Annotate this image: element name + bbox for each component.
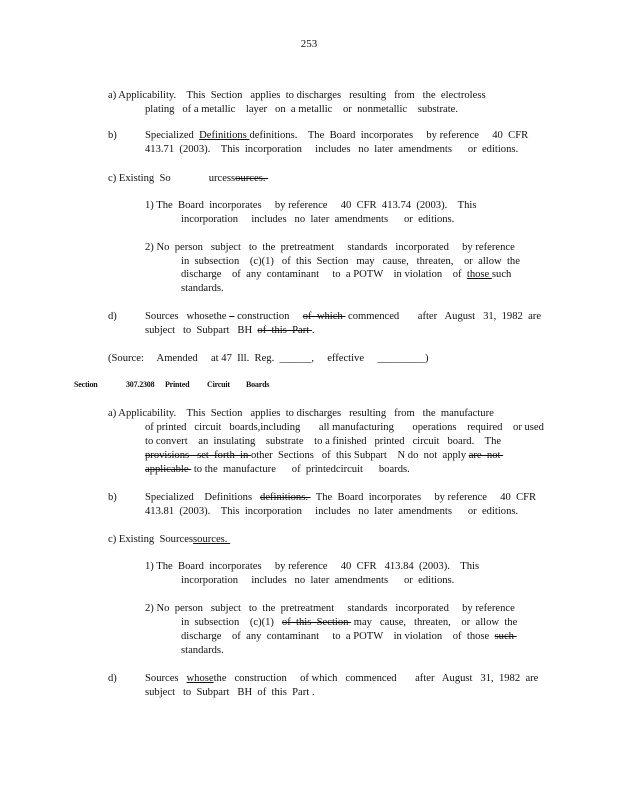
deleted-text: ources. bbox=[235, 173, 269, 184]
c2b-line-1: 2) No person subject to the pretreatment standards incorporated by reference bbox=[145, 603, 515, 614]
text: Sources whose bbox=[145, 311, 214, 322]
text: (Source: Amended at 47 Ill. Reg. bbox=[108, 353, 280, 364]
section-title-word-2: Circuit bbox=[207, 380, 230, 389]
text: other Sections of this Subpart N do not apply bbox=[250, 450, 469, 461]
text: The Board incorporates by reference 40 CFR bbox=[310, 492, 537, 503]
existing-sources-heading bbox=[108, 172, 268, 185]
c2b-line-2 bbox=[181, 616, 517, 629]
text: may cause, threaten, or allow the bbox=[351, 617, 518, 628]
deleted-text: of this Part bbox=[257, 325, 312, 336]
c2b-line-4: standards. bbox=[181, 645, 224, 656]
c1b-line-1: 1) The Board incorporates by reference 40 CFR 413.84 (2003). This bbox=[145, 561, 480, 572]
inserted-text: urcess bbox=[208, 173, 236, 184]
section-number: 307.2308 bbox=[126, 380, 155, 389]
definitions2-line-2: 413.81 (2003). This incorporation includes no later amendments or editions. bbox=[145, 506, 519, 517]
applicability-line-1: a) Applicability. This Section applies to discharges resulting from the electroless bbox=[108, 90, 486, 101]
applicability2-line-5 bbox=[145, 463, 410, 476]
existing-sources2-heading bbox=[108, 533, 230, 546]
item-d-label: d) bbox=[108, 311, 117, 322]
page-number: 253 bbox=[300, 38, 318, 50]
text: Specialized bbox=[145, 130, 200, 141]
text: c) Existing So bbox=[108, 173, 171, 184]
text: discharge of any contaminant to a POTW in violation of those bbox=[181, 631, 495, 642]
item-b2-label: b) bbox=[108, 492, 117, 503]
c2b-line-3 bbox=[181, 630, 517, 643]
deleted-text: of this Section bbox=[281, 617, 352, 628]
definitions-line-1 bbox=[145, 129, 528, 142]
d2-line-2: subject to Subpart BH of this Part . bbox=[145, 687, 315, 698]
applicability2-line-1: a) Applicability. This Section applies to discharges resulting from the manufacture bbox=[108, 408, 494, 419]
text: definitions. The Board incorporates by reference 40 CFR bbox=[249, 130, 529, 141]
text: . bbox=[311, 325, 315, 336]
item-d2-label: d) bbox=[108, 673, 117, 684]
c2-line-4: standards. bbox=[181, 283, 224, 294]
section-title-word-3: Boards bbox=[246, 380, 270, 389]
deleted-text: such bbox=[494, 631, 517, 642]
text: Specialized Definitions bbox=[145, 492, 261, 503]
text: such bbox=[491, 269, 512, 280]
deleted-text: are not bbox=[468, 450, 504, 461]
inserted-text: the bbox=[213, 311, 230, 322]
d-line-1 bbox=[145, 310, 541, 323]
item-b-label: b) bbox=[108, 130, 117, 141]
definitions-line-2: 413.71 (2003). This incorporation includes no later amendments or editions. bbox=[145, 144, 519, 155]
d-line-2 bbox=[145, 324, 315, 337]
c2-line-3 bbox=[181, 268, 511, 281]
c2-line-1: 2) No person subject to the pretreatment standards incorporated by reference bbox=[145, 242, 515, 253]
c1b-line-2: incorporation includes no later amendments or editions. bbox=[181, 575, 455, 586]
inserted-text: those bbox=[466, 269, 492, 280]
source-note bbox=[108, 352, 429, 365]
inserted-text: whose bbox=[186, 673, 214, 684]
text: commenced after August 31, 1982 are bbox=[345, 311, 542, 322]
text: c) Existing Sources bbox=[108, 534, 194, 545]
inserted-text: sources. bbox=[193, 534, 231, 545]
applicability2-line-2: of printed circuit boards,including all manufacturing operations required or used bbox=[145, 422, 544, 433]
text: discharge of any contaminant to a POTW in violation of bbox=[181, 269, 467, 280]
text: Sources bbox=[145, 673, 187, 684]
text: to the manufacture of printedcircuit boards. bbox=[191, 464, 410, 475]
text: , effective bbox=[311, 353, 378, 364]
applicability2-line-3: to convert an insulating substrate to a finished printed circuit board. The bbox=[145, 436, 502, 447]
section-title-word-1: Printed bbox=[165, 380, 190, 389]
deleted-text: of which bbox=[302, 311, 346, 322]
applicability-line-2: plating of a metallic layer on a metallic or nonmetallic substrate. bbox=[145, 104, 459, 115]
deleted-text: applicable bbox=[145, 464, 192, 475]
applicability2-line-4 bbox=[145, 449, 503, 462]
inserted-text: Definitions bbox=[199, 130, 250, 141]
section-label: Section bbox=[74, 380, 98, 389]
blank-field: _________ bbox=[377, 353, 425, 364]
text: the construction of which commenced after August 31, 1982 are bbox=[213, 673, 539, 684]
deleted-text: definitions. bbox=[260, 492, 311, 503]
d2-line-1 bbox=[145, 672, 538, 685]
c2-line-2: in subsection (c)(1) of this Section may cause, threaten, or allow the bbox=[181, 256, 520, 267]
c1-line-2: incorporation includes no later amendments or editions. bbox=[181, 214, 455, 225]
text: construction bbox=[234, 311, 303, 322]
text: in subsection (c)(1) bbox=[181, 617, 282, 628]
text: ) bbox=[424, 353, 429, 364]
definitions2-line-1 bbox=[145, 491, 536, 504]
deleted-text: provisions set forth in bbox=[145, 450, 251, 461]
c1-line-1: 1) The Board incorporates by reference 40 CFR 413.74 (2003). This bbox=[145, 200, 477, 211]
text: subject to Subpart BH bbox=[145, 325, 258, 336]
blank-field: ______ bbox=[279, 353, 312, 364]
